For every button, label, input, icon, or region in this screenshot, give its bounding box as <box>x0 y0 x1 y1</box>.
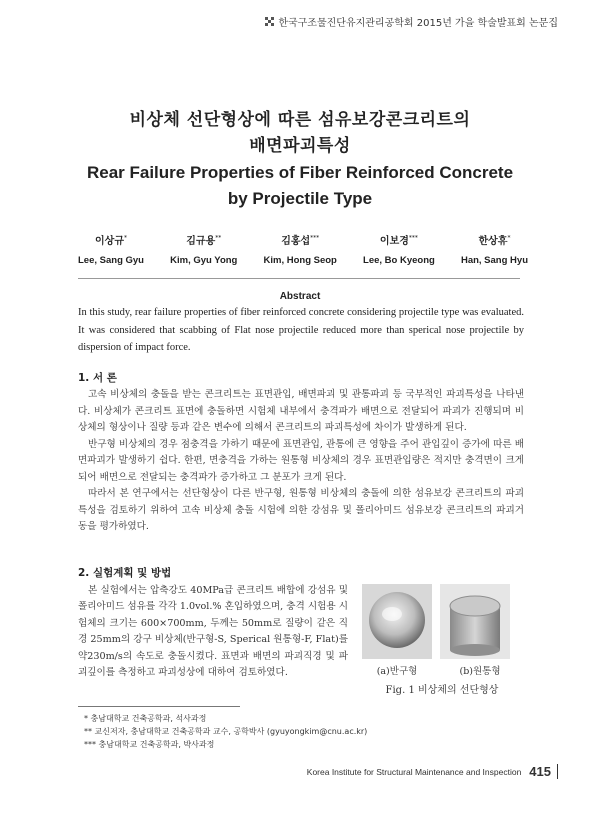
flat-projectile-photo <box>440 584 510 659</box>
author-name-ko: 한상휴 <box>478 236 508 247</box>
conference-name: 한국구조물진단유지관리공학회 2015년 가을 학술발표회 논문집 <box>278 18 558 29</box>
paragraph: 고속 비상체의 충돌을 받는 콘크리트는 표면관입, 배면파괴 및 관통파괴 등 국부적인 파괴특성을 나타낸다. 비상체가 콘크리트 표면에 충돌하면 시험체 내부에서 충격파가 배면으로 전달되어 파괴가 진행되며 비상체의 형상이나 질량 등과 같은 변수에 의해서 콘크리트의 파괴특성에 차이가 발생하게 된다. <box>78 389 524 433</box>
author-name-en: Kim, Gyu Yong <box>170 255 238 266</box>
title-en-line1: Rear Failure Properties of Fiber Reinforced Concrete <box>86 163 514 182</box>
paragraph: 따라서 본 연구에서는 선단형상이 다른 반구형, 원통형 비상체의 충돌에 의한 섬유보강 콘크리트의 파괴특성을 검토하기 위하여 고속 비상체 충돌 시험에 의한 강섬유 및 폴리아미드 섬유보강 콘크리트의 파괴거동을 평가하였다. <box>78 488 524 532</box>
author-name-ko: 김규용 <box>186 236 216 247</box>
figure-label-a: (a)반구형 <box>376 666 418 677</box>
author-name-ko: 이상규 <box>95 236 124 247</box>
author-name-en: Lee, Bo Kyeong <box>363 255 435 266</box>
author <box>264 232 337 266</box>
footnote-divider <box>78 706 240 707</box>
affiliation-mark: *** <box>310 234 320 242</box>
running-header <box>265 14 558 29</box>
author-name-en: Han, Sang Hyu <box>460 255 528 266</box>
title-ko-line2: 배면파괴특성 <box>249 136 351 156</box>
page-footer <box>307 764 558 779</box>
author <box>170 232 237 266</box>
author-name-en: Lee, Sang Gyu <box>78 255 144 266</box>
figure-label-b: (b)원통형 <box>459 666 501 677</box>
abstract-heading: Abstract <box>279 291 321 302</box>
spherical-projectile-photo <box>362 584 432 659</box>
title-en-line2: by Projectile Type <box>227 189 373 208</box>
dots-icon <box>265 17 274 26</box>
section-heading-intro: 1. 서 론 <box>78 372 117 384</box>
affiliation-mark: ** <box>215 234 222 242</box>
author-list <box>78 232 528 266</box>
section-heading-method: 2. 실험계획 및 방법 <box>78 567 172 579</box>
intro-body <box>78 387 524 536</box>
method-body <box>78 583 348 681</box>
affiliation-mark: *** <box>408 234 418 242</box>
divider <box>78 278 520 279</box>
page-number: 415 <box>529 764 558 779</box>
abstract-text: In this study, rear failure properties of fiber reinforced concrete considering projectile type was evaluated. It was considered that scabbing of Flat nose projectile reduced more than sperical nose projectile by dispersion of impact force. <box>78 307 524 353</box>
footnote: ** 교신저자, 충남대학교 건축공학과 교수, 공학박사 (gyuyongkim@cnu.ac.kr) <box>84 727 368 736</box>
author <box>363 232 435 266</box>
paragraph: 본 실험에서는 압축강도 40MPa급 콘크리트 배합에 강섬유 및 폴리아미드 섬유를 각각 1.0vol.% 혼입하였으며, 충격 시험용 시험체의 크기는 600×700mm, 두께는 50mm로 질량이 같은 직경 25mm의 강구 비상체(반구형-S, Sperical 원통형-F, Flat)를 약230m/s의 속도로 충돌시켰다. 표면과 배면의 파괴직경 및 파괴깊이를 측정하고 파괴성상에 대하여 검토하였다. <box>78 585 348 679</box>
paragraph: 반구형 비상체의 경우 점충격을 가하기 때문에 표면관입, 관통에 큰 영향을 주어 관입깊이 증가에 따른 배면파괴가 발생하기 쉽다. 한편, 면충격을 가하는 원통형 비상체의 경우 표면관입량은 적지만 충격면이 크게 되어 배면으로 전달되는 충격파가 증가하고 그 분포가 크게 된다. <box>78 438 524 483</box>
publisher-name: Korea Institute for Structural Maintenance and Inspection <box>306 766 522 777</box>
figure-caption: Fig. 1 비상체의 선단형상 <box>385 685 499 696</box>
footnote: *** 충남대학교 건축공학과, 박사과정 <box>84 740 215 749</box>
author-name-ko: 이보경 <box>379 236 409 247</box>
footnote: * 충남대학교 건축공학과, 석사과정 <box>84 714 207 723</box>
author-name-ko: 김홍섭 <box>281 236 311 247</box>
author <box>461 232 528 266</box>
author <box>78 232 144 266</box>
author-name-en: Kim, Hong Seop <box>263 255 337 266</box>
title-ko-line1: 비상체 선단형상에 따른 섬유보강콘크리트의 <box>129 110 471 130</box>
affiliation-mark: * <box>507 234 511 242</box>
affiliation-mark: * <box>123 234 127 242</box>
